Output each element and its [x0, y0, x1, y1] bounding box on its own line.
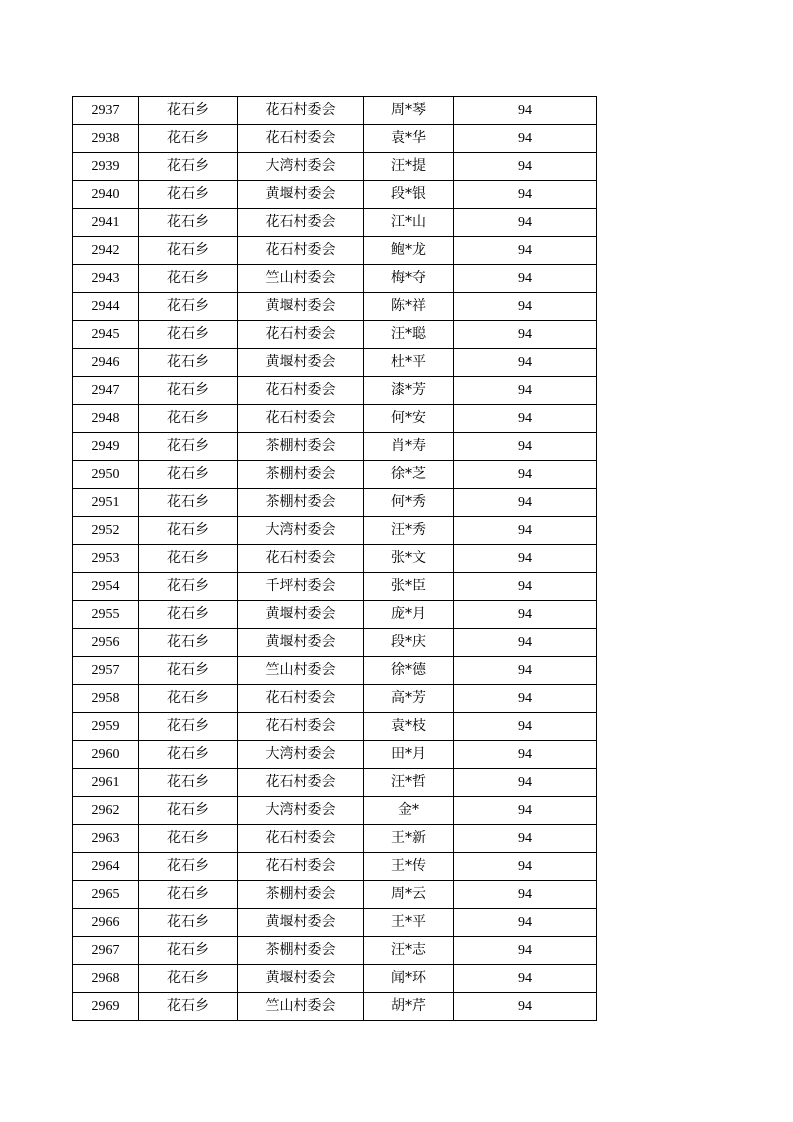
- table-row: [73, 545, 597, 573]
- amount-cell: 94: [454, 853, 597, 881]
- village-committee-cell: 黄堰村委会: [238, 629, 364, 657]
- table-row: [73, 181, 597, 209]
- amount-cell: 94: [454, 937, 597, 965]
- township-cell: 花石乡: [139, 601, 238, 629]
- township-cell: 花石乡: [139, 685, 238, 713]
- serial-number-cell: 2963: [73, 825, 139, 853]
- village-committee-cell: 花石村委会: [238, 713, 364, 741]
- person-name-cell: 汪*提: [364, 153, 454, 181]
- village-committee-cell: 花石村委会: [238, 377, 364, 405]
- village-committee-cell: 花石村委会: [238, 97, 364, 125]
- serial-number-cell: 2957: [73, 657, 139, 685]
- township-cell: 花石乡: [139, 657, 238, 685]
- table-row: [73, 209, 597, 237]
- township-cell: 花石乡: [139, 741, 238, 769]
- person-name-cell: 庞*月: [364, 601, 454, 629]
- table-row: [73, 965, 597, 993]
- serial-number-cell: 2948: [73, 405, 139, 433]
- data-table: [72, 96, 597, 1021]
- person-name-cell: 汪*志: [364, 937, 454, 965]
- village-committee-cell: 茶棚村委会: [238, 937, 364, 965]
- table-row: [73, 125, 597, 153]
- person-name-cell: 徐*芝: [364, 461, 454, 489]
- amount-cell: 94: [454, 433, 597, 461]
- serial-number-cell: 2942: [73, 237, 139, 265]
- village-committee-cell: 茶棚村委会: [238, 433, 364, 461]
- village-committee-cell: 花石村委会: [238, 321, 364, 349]
- village-committee-cell: 竺山村委会: [238, 993, 364, 1021]
- township-cell: 花石乡: [139, 349, 238, 377]
- person-name-cell: 高*芳: [364, 685, 454, 713]
- township-cell: 花石乡: [139, 881, 238, 909]
- table-row: [73, 489, 597, 517]
- amount-cell: 94: [454, 293, 597, 321]
- township-cell: 花石乡: [139, 97, 238, 125]
- person-name-cell: 袁*枝: [364, 713, 454, 741]
- township-cell: 花石乡: [139, 629, 238, 657]
- person-name-cell: 漆*芳: [364, 377, 454, 405]
- person-name-cell: 何*安: [364, 405, 454, 433]
- person-name-cell: 江*山: [364, 209, 454, 237]
- village-committee-cell: 花石村委会: [238, 825, 364, 853]
- person-name-cell: 王*平: [364, 909, 454, 937]
- amount-cell: 94: [454, 713, 597, 741]
- township-cell: 花石乡: [139, 713, 238, 741]
- serial-number-cell: 2965: [73, 881, 139, 909]
- township-cell: 花石乡: [139, 293, 238, 321]
- serial-number-cell: 2960: [73, 741, 139, 769]
- amount-cell: 94: [454, 237, 597, 265]
- village-committee-cell: 花石村委会: [238, 237, 364, 265]
- amount-cell: 94: [454, 377, 597, 405]
- table-row: [73, 881, 597, 909]
- amount-cell: 94: [454, 881, 597, 909]
- township-cell: 花石乡: [139, 853, 238, 881]
- village-committee-cell: 茶棚村委会: [238, 881, 364, 909]
- township-cell: 花石乡: [139, 265, 238, 293]
- township-cell: 花石乡: [139, 545, 238, 573]
- township-cell: 花石乡: [139, 181, 238, 209]
- table-row: [73, 573, 597, 601]
- village-committee-cell: 黄堰村委会: [238, 601, 364, 629]
- village-committee-cell: 花石村委会: [238, 125, 364, 153]
- village-committee-cell: 黄堰村委会: [238, 965, 364, 993]
- amount-cell: 94: [454, 993, 597, 1021]
- person-name-cell: 鲍*龙: [364, 237, 454, 265]
- township-cell: 花石乡: [139, 125, 238, 153]
- township-cell: 花石乡: [139, 209, 238, 237]
- serial-number-cell: 2943: [73, 265, 139, 293]
- amount-cell: 94: [454, 181, 597, 209]
- amount-cell: 94: [454, 685, 597, 713]
- table-row: [73, 713, 597, 741]
- amount-cell: 94: [454, 97, 597, 125]
- person-name-cell: 闻*环: [364, 965, 454, 993]
- serial-number-cell: 2950: [73, 461, 139, 489]
- serial-number-cell: 2952: [73, 517, 139, 545]
- village-committee-cell: 花石村委会: [238, 545, 364, 573]
- serial-number-cell: 2947: [73, 377, 139, 405]
- serial-number-cell: 2962: [73, 797, 139, 825]
- table-row: [73, 601, 597, 629]
- amount-cell: 94: [454, 629, 597, 657]
- amount-cell: 94: [454, 797, 597, 825]
- person-name-cell: 王*传: [364, 853, 454, 881]
- village-committee-cell: 黄堰村委会: [238, 349, 364, 377]
- serial-number-cell: 2946: [73, 349, 139, 377]
- township-cell: 花石乡: [139, 321, 238, 349]
- amount-cell: 94: [454, 265, 597, 293]
- serial-number-cell: 2938: [73, 125, 139, 153]
- township-cell: 花石乡: [139, 433, 238, 461]
- serial-number-cell: 2969: [73, 993, 139, 1021]
- table-row: [73, 349, 597, 377]
- village-committee-cell: 千坪村委会: [238, 573, 364, 601]
- village-committee-cell: 大湾村委会: [238, 517, 364, 545]
- table-row: [73, 769, 597, 797]
- serial-number-cell: 2949: [73, 433, 139, 461]
- serial-number-cell: 2961: [73, 769, 139, 797]
- amount-cell: 94: [454, 209, 597, 237]
- person-name-cell: 段*银: [364, 181, 454, 209]
- table-row: [73, 629, 597, 657]
- person-name-cell: 金*: [364, 797, 454, 825]
- village-committee-cell: 大湾村委会: [238, 741, 364, 769]
- village-committee-cell: 花石村委会: [238, 209, 364, 237]
- table-row: [73, 293, 597, 321]
- table-row: [73, 461, 597, 489]
- village-committee-cell: 花石村委会: [238, 405, 364, 433]
- amount-cell: 94: [454, 125, 597, 153]
- village-committee-cell: 黄堰村委会: [238, 181, 364, 209]
- serial-number-cell: 2944: [73, 293, 139, 321]
- person-name-cell: 何*秀: [364, 489, 454, 517]
- serial-number-cell: 2967: [73, 937, 139, 965]
- table-row: [73, 433, 597, 461]
- township-cell: 花石乡: [139, 461, 238, 489]
- village-committee-cell: 花石村委会: [238, 769, 364, 797]
- table-row: [73, 153, 597, 181]
- township-cell: 花石乡: [139, 797, 238, 825]
- person-name-cell: 段*庆: [364, 629, 454, 657]
- township-cell: 花石乡: [139, 517, 238, 545]
- table-row: [73, 825, 597, 853]
- table-row: [73, 265, 597, 293]
- amount-cell: 94: [454, 321, 597, 349]
- table-row: [73, 237, 597, 265]
- township-cell: 花石乡: [139, 377, 238, 405]
- table-row: [73, 853, 597, 881]
- amount-cell: 94: [454, 965, 597, 993]
- amount-cell: 94: [454, 601, 597, 629]
- village-committee-cell: 茶棚村委会: [238, 489, 364, 517]
- amount-cell: 94: [454, 153, 597, 181]
- person-name-cell: 张*臣: [364, 573, 454, 601]
- table-row: [73, 405, 597, 433]
- person-name-cell: 汪*秀: [364, 517, 454, 545]
- table-body: [73, 97, 597, 1021]
- township-cell: 花石乡: [139, 965, 238, 993]
- township-cell: 花石乡: [139, 405, 238, 433]
- table-row: [73, 797, 597, 825]
- township-cell: 花石乡: [139, 489, 238, 517]
- amount-cell: 94: [454, 909, 597, 937]
- township-cell: 花石乡: [139, 769, 238, 797]
- township-cell: 花石乡: [139, 153, 238, 181]
- serial-number-cell: 2941: [73, 209, 139, 237]
- serial-number-cell: 2955: [73, 601, 139, 629]
- person-name-cell: 陈*祥: [364, 293, 454, 321]
- township-cell: 花石乡: [139, 937, 238, 965]
- township-cell: 花石乡: [139, 825, 238, 853]
- village-committee-cell: 黄堰村委会: [238, 293, 364, 321]
- township-cell: 花石乡: [139, 993, 238, 1021]
- amount-cell: 94: [454, 545, 597, 573]
- village-committee-cell: 花石村委会: [238, 685, 364, 713]
- person-name-cell: 周*云: [364, 881, 454, 909]
- serial-number-cell: 2964: [73, 853, 139, 881]
- person-name-cell: 汪*聪: [364, 321, 454, 349]
- table-row: [73, 741, 597, 769]
- village-committee-cell: 大湾村委会: [238, 797, 364, 825]
- person-name-cell: 梅*夺: [364, 265, 454, 293]
- table-row: [73, 909, 597, 937]
- serial-number-cell: 2940: [73, 181, 139, 209]
- amount-cell: 94: [454, 825, 597, 853]
- person-name-cell: 肖*寿: [364, 433, 454, 461]
- village-committee-cell: 黄堰村委会: [238, 909, 364, 937]
- village-committee-cell: 竺山村委会: [238, 265, 364, 293]
- serial-number-cell: 2968: [73, 965, 139, 993]
- serial-number-cell: 2945: [73, 321, 139, 349]
- amount-cell: 94: [454, 461, 597, 489]
- table-row: [73, 97, 597, 125]
- table-row: [73, 517, 597, 545]
- person-name-cell: 徐*德: [364, 657, 454, 685]
- serial-number-cell: 2959: [73, 713, 139, 741]
- person-name-cell: 胡*芹: [364, 993, 454, 1021]
- township-cell: 花石乡: [139, 237, 238, 265]
- serial-number-cell: 2937: [73, 97, 139, 125]
- person-name-cell: 袁*华: [364, 125, 454, 153]
- amount-cell: 94: [454, 769, 597, 797]
- person-name-cell: 杜*平: [364, 349, 454, 377]
- table-row: [73, 937, 597, 965]
- village-committee-cell: 竺山村委会: [238, 657, 364, 685]
- person-name-cell: 张*文: [364, 545, 454, 573]
- person-name-cell: 汪*哲: [364, 769, 454, 797]
- amount-cell: 94: [454, 489, 597, 517]
- serial-number-cell: 2953: [73, 545, 139, 573]
- village-committee-cell: 大湾村委会: [238, 153, 364, 181]
- township-cell: 花石乡: [139, 909, 238, 937]
- village-committee-cell: 花石村委会: [238, 853, 364, 881]
- amount-cell: 94: [454, 349, 597, 377]
- amount-cell: 94: [454, 741, 597, 769]
- table-row: [73, 321, 597, 349]
- table-row: [73, 685, 597, 713]
- village-committee-cell: 茶棚村委会: [238, 461, 364, 489]
- serial-number-cell: 2951: [73, 489, 139, 517]
- serial-number-cell: 2939: [73, 153, 139, 181]
- serial-number-cell: 2958: [73, 685, 139, 713]
- person-name-cell: 田*月: [364, 741, 454, 769]
- table-row: [73, 993, 597, 1021]
- serial-number-cell: 2956: [73, 629, 139, 657]
- amount-cell: 94: [454, 517, 597, 545]
- township-cell: 花石乡: [139, 573, 238, 601]
- person-name-cell: 王*新: [364, 825, 454, 853]
- table-row: [73, 377, 597, 405]
- serial-number-cell: 2954: [73, 573, 139, 601]
- serial-number-cell: 2966: [73, 909, 139, 937]
- amount-cell: 94: [454, 657, 597, 685]
- person-name-cell: 周*琴: [364, 97, 454, 125]
- table-row: [73, 657, 597, 685]
- amount-cell: 94: [454, 405, 597, 433]
- amount-cell: 94: [454, 573, 597, 601]
